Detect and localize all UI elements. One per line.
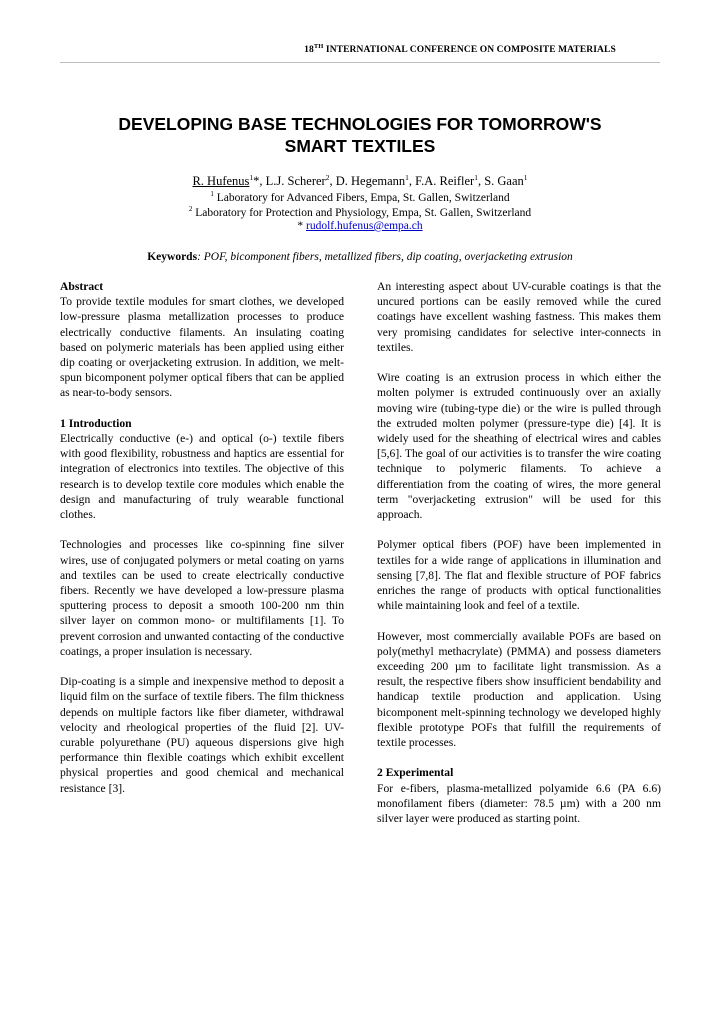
left-column — [60, 279, 344, 796]
introduction-heading: 1 Introduction — [60, 416, 132, 430]
keywords-text: : POF, bicomponent fibers, metallized fibers, dip coating, overjacketing extrusion — [197, 251, 573, 263]
intro-paragraph-2: Technologies and processes like co-spinning fine silver wires, use of conjugated polymers or metal coating on yarns and textiles can be used to create electrically conductive fibers. Recently we have developed a low-pressure plasma sputtering process to deposit a smooth 100-200 nm thin silver layer on common mono- or multifilaments [1]. To prevent corrosion and unwanted contacting of the conductive coatings, a proper insulation is necessary. — [60, 538, 344, 658]
intro-paragraph-1: Electrically conductive (e-) and optical (o-) textile fibers with good flexibility, robustness and haptics are essential for integration of electronics into textiles. The objective of this research is to develop textile core modules which enable the design and manufacturing of truly wearable functional clothes. — [60, 432, 344, 522]
abstract-paragraph: To provide textile modules for smart clothes, we developed low-pressure plasma metallization processes to produce electrically conductive filaments. An insulating coating based on polymeric materials has been applied using either dip coating or overjacketing extrusion. In addition, we melt-spun bicomponent polymer optical fibers that can be applied as near-to-body sensors. — [60, 295, 344, 400]
contact-email — [60, 220, 660, 232]
author-affil-mark: 1 — [249, 173, 254, 182]
author-name: , F.A. Reifler — [408, 174, 475, 189]
author-list — [60, 173, 660, 189]
author-name: , D. Hegemann — [329, 174, 406, 189]
corresponding-author: R. Hufenus — [192, 174, 250, 189]
experimental-paragraph: For e-fibers, plasma-metallized polyamide 6.6 (PA 6.6) monofilament fibers (diameter: 78.5 µm) with a 200 nm silver layer were produced as starting point. — [377, 781, 661, 826]
author-affil-mark: 1 — [405, 173, 409, 182]
conference-header — [200, 43, 720, 55]
paper-title — [60, 113, 660, 157]
conference-number: 18 — [304, 45, 314, 56]
author-affil-mark: 1 — [474, 173, 478, 182]
author-affil-mark: 1 — [523, 173, 528, 182]
keywords-label: Keywords — [147, 251, 198, 263]
abstract-heading: Abstract — [60, 280, 104, 293]
corresponding-mark: *, — [253, 174, 266, 189]
conference-name: INTERNATIONAL CONFERENCE ON COMPOSITE MATERIALS — [323, 45, 616, 56]
intro-paragraph-3: Dip-coating is a simple and inexpensive method to deposit a liquid film on the surface of textile fibers. The film thickness depends on multiple factors like fiber diameter, withdrawal velocity and rheological properties of the fluid [2]. UV-curable polyurethane (PU) aqueous dispersions give high performance thin flexible coatings which exhibit excellent physical properties and good chemical and mechanical resistance [3]. — [60, 675, 344, 795]
affiliation-mark: 2 — [188, 205, 193, 213]
affiliation-text: Laboratory for Advanced Fibers, Empa, St. Gallen, Switzerland — [213, 191, 510, 204]
experimental-heading: 2 Experimental — [377, 766, 454, 780]
title-line-1: DEVELOPING BASE TECHNOLOGIES FOR TOMORROW'S — [118, 114, 602, 134]
email-link[interactable]: rudolf.hufenus@empa.ch — [306, 220, 423, 232]
right-paragraph-2: Wire coating is an extrusion process in which either the molten polymer is extruded continuously over an axially moving wire (tubing-type die) or the wire is pulled through the extruded molten polymer (pressure-type die) [4]. It is widely used for the sheathing of electrical wires and cables [5,6]. The goal of our activities is to transfer the wire coating technique to polymeric filaments. To achieve a differentiation from the coating of wires, the more general term "overjacketing extrusion" will be used for this approach. — [377, 371, 661, 522]
title-line-2: SMART TEXTILES — [284, 136, 436, 156]
right-paragraph-3: Polymer optical fibers (POF) have been implemented in textiles for a wide range of applications in illumination and sensing [7,8]. The flat and flexible structure of POF fabrics enriches the range of products with optical functionalities while maintaining look and feel of a textile. — [377, 538, 661, 613]
affiliation-mark: 1 — [210, 190, 214, 198]
affiliation-1 — [60, 190, 660, 204]
affiliation-text: Laboratory for Protection and Physiology, Empa, St. Gallen, Switzerland — [192, 206, 532, 219]
email-mark: * — [297, 220, 306, 232]
right-column — [377, 279, 661, 826]
right-paragraph-1: An interesting aspect about UV-curable coatings is that the uncured portions can be easily removed while the cured coatings have excellent washing fastness. This makes them very promising candidates for selective inter-connects in textiles. — [377, 280, 661, 354]
right-paragraph-4: However, most commercially available POFs are based on poly(methyl methacrylate) (PMMA) and possess diameters exceeding 200 µm to facilitate light transmission. As a result, the respective fibers show insufficient bendability and handicap textile production and application. Using bicomponent melt-spinning technology we developed highly flexible prototype POFs that fulfill the requirements of textile processes. — [377, 629, 661, 750]
header-rule — [60, 62, 660, 63]
author-affil-mark: 2 — [325, 173, 330, 182]
author-name: , S. Gaan — [477, 174, 524, 189]
conference-ordinal: TH — [313, 43, 324, 50]
affiliation-2 — [60, 205, 660, 219]
keywords-line — [60, 251, 660, 263]
author-name: L.J. Scherer — [265, 174, 326, 189]
